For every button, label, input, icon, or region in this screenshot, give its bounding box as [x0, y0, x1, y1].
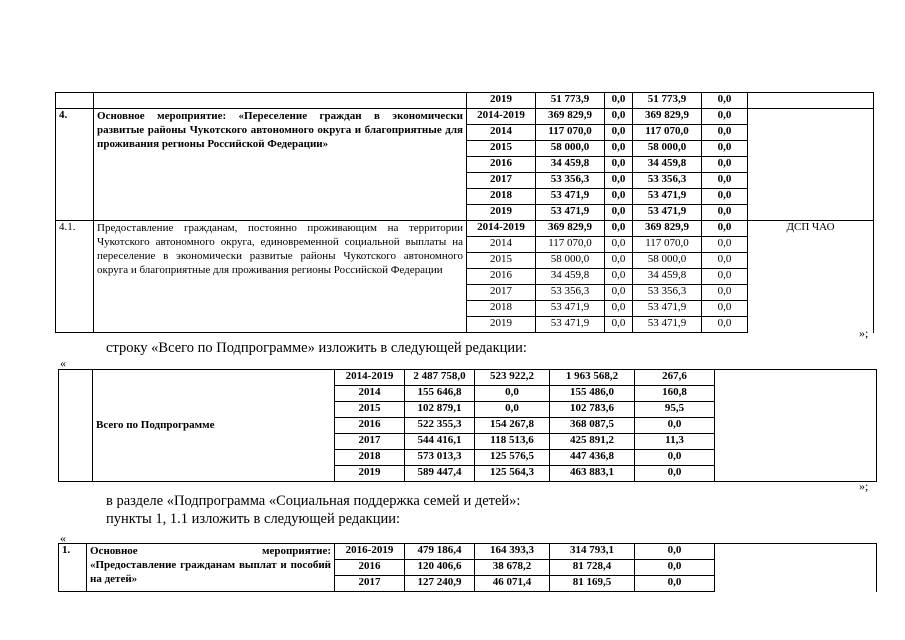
local-cell: 160,8 [635, 386, 715, 402]
federal-cell: 164 393,3 [475, 544, 550, 560]
federal-cell: 0,0 [605, 141, 633, 157]
local-cell: 0,0 [635, 450, 715, 466]
local-cell: 0,0 [702, 141, 748, 157]
opening-quote: « [60, 356, 66, 370]
local-cell: 0,0 [635, 466, 715, 482]
federal-cell: 0,0 [605, 189, 633, 205]
total-cell: 589 447,4 [405, 466, 475, 482]
table-row [56, 221, 874, 237]
year-cell: 2016 [467, 269, 536, 285]
closing-quote: »; [859, 326, 869, 340]
year-cell: 2016 [335, 418, 405, 434]
okrug-cell: 1 963 568,2 [550, 370, 635, 386]
federal-cell: 118 513,6 [475, 434, 550, 450]
okrug-cell: 34 459,8 [633, 269, 702, 285]
year-cell: 2017 [467, 285, 536, 301]
executor-cell [748, 109, 874, 221]
total-cell: 544 416,1 [405, 434, 475, 450]
total-cell: 53 356,3 [536, 285, 605, 301]
local-cell: 11,3 [635, 434, 715, 450]
instruction-paragraph: пункты 1, 1.1 изложить в следующей редакции: [106, 511, 401, 527]
local-cell: 0,0 [702, 205, 748, 221]
year-cell: 2014 [467, 237, 536, 253]
instruction-paragraph: строку «Всего по Подпрограмме» изложить в следующей редакции: [106, 340, 527, 356]
okrug-cell: 117 070,0 [633, 125, 702, 141]
local-cell: 267,6 [635, 370, 715, 386]
federal-cell: 0,0 [605, 173, 633, 189]
okrug-cell: 81 728,4 [550, 560, 635, 576]
okrug-cell: 53 471,9 [633, 317, 702, 333]
total-cell: 34 459,8 [536, 157, 605, 173]
federal-cell: 523 922,2 [475, 370, 550, 386]
program-table-measure-4 [55, 92, 874, 333]
executor-cell: ДСП ЧАО [748, 221, 874, 333]
okrug-cell: 369 829,9 [633, 109, 702, 125]
local-cell: 0,0 [702, 301, 748, 317]
local-cell: 0,0 [702, 237, 748, 253]
table-row [56, 109, 874, 125]
okrug-cell: 58 000,0 [633, 141, 702, 157]
total-cell: 53 471,9 [536, 317, 605, 333]
local-cell: 0,0 [702, 317, 748, 333]
local-cell: 0,0 [702, 157, 748, 173]
measure-description: Предоставление гражданам, постоянно проживающим на территории Чукотского автономного округа, единовременной социальной выплаты на переселение в экономически развитые районы Чукотского автономного округа и благоприятные для проживания регионы Российской Федерации [94, 221, 467, 333]
table-row [59, 544, 877, 560]
federal-cell: 0,0 [605, 125, 633, 141]
federal-cell: 154 267,8 [475, 418, 550, 434]
blank-cell [715, 370, 877, 482]
year-cell: 2018 [467, 301, 536, 317]
total-cell: 127 240,9 [405, 576, 475, 592]
blank-cell [59, 370, 93, 482]
okrug-cell: 58 000,0 [633, 253, 702, 269]
row-number: 4. [56, 109, 94, 221]
total-cell: 369 829,9 [536, 221, 605, 237]
year-cell: 2018 [335, 450, 405, 466]
local-cell: 0,0 [635, 544, 715, 560]
okrug-cell: 53 356,3 [633, 173, 702, 189]
measure-description: Основное мероприятие: «Переселение граждан в экономически развитые районы Чукотского автономного округа и благоприятные для проживания регионы Российской Федерации» [94, 109, 467, 221]
total-cell: 479 186,4 [405, 544, 475, 560]
year-cell: 2017 [335, 576, 405, 592]
table-row: 2019 51 773,9 0,0 51 773,9 0,0 [56, 93, 874, 109]
total-cell: 117 070,0 [536, 237, 605, 253]
year-cell: 2016 [467, 157, 536, 173]
year-cell: 2014 [335, 386, 405, 402]
okrug-cell: 155 486,0 [550, 386, 635, 402]
table-row [59, 370, 877, 386]
okrug-cell: 314 793,1 [550, 544, 635, 560]
year-cell: 2015 [467, 141, 536, 157]
okrug-cell: 117 070,0 [633, 237, 702, 253]
federal-cell: 0,0 [475, 386, 550, 402]
measure-description [87, 544, 335, 592]
total-cell: 2 487 758,0 [405, 370, 475, 386]
okrug-cell: 102 783,6 [550, 402, 635, 418]
federal-cell: 0,0 [605, 205, 633, 221]
blank-cell [715, 544, 877, 592]
year-cell: 2017 [467, 173, 536, 189]
year-cell: 2019 [335, 466, 405, 482]
okrug-cell: 53 471,9 [633, 205, 702, 221]
okrug-cell: 425 891,2 [550, 434, 635, 450]
okrug-cell: 81 169,5 [550, 576, 635, 592]
desc-word: Основное [90, 545, 138, 557]
total-cell: 522 355,3 [405, 418, 475, 434]
row-number: 4.1. [56, 221, 94, 333]
year-cell: 2018 [467, 189, 536, 205]
federal-cell: 0,0 [605, 269, 633, 285]
year-cell: 2014 [467, 125, 536, 141]
okrug-cell: 53 471,9 [633, 301, 702, 317]
local-cell: 0,0 [702, 221, 748, 237]
total-cell: 58 000,0 [536, 141, 605, 157]
year-cell: 2015 [335, 402, 405, 418]
total-cell: 120 406,6 [405, 560, 475, 576]
federal-cell: 125 564,3 [475, 466, 550, 482]
okrug-cell: 53 356,3 [633, 285, 702, 301]
local-cell: 0,0 [702, 189, 748, 205]
local-cell: 0,0 [702, 253, 748, 269]
subprogram-total-table [58, 369, 877, 482]
federal-cell: 0,0 [605, 253, 633, 269]
local-cell: 0,0 [702, 269, 748, 285]
year-cell: 2016-2019 [335, 544, 405, 560]
federal-cell: 0,0 [605, 237, 633, 253]
desc-word: мероприятие: [261, 545, 331, 557]
family-support-table [58, 543, 877, 592]
okrug-cell: 369 829,9 [633, 221, 702, 237]
total-cell: 117 070,0 [536, 125, 605, 141]
federal-cell: 0,0 [605, 285, 633, 301]
total-cell: 102 879,1 [405, 402, 475, 418]
row-number: 1. [59, 544, 87, 592]
federal-cell: 0,0 [475, 402, 550, 418]
local-cell: 0,0 [702, 125, 748, 141]
total-cell: 573 013,3 [405, 450, 475, 466]
year-cell: 2019 [467, 205, 536, 221]
total-cell: 58 000,0 [536, 253, 605, 269]
total-cell: 53 356,3 [536, 173, 605, 189]
total-cell: 155 646,8 [405, 386, 475, 402]
federal-cell: 38 678,2 [475, 560, 550, 576]
instruction-paragraph: в разделе «Подпрограмма «Социальная поддержка семей и детей»: [106, 493, 521, 509]
federal-cell: 125 576,5 [475, 450, 550, 466]
local-cell: 0,0 [635, 560, 715, 576]
total-cell: 53 471,9 [536, 189, 605, 205]
year-cell: 2014-2019 [335, 370, 405, 386]
subprogram-total-label: Всего по Подпрограмме [93, 370, 335, 482]
year-cell: 2016 [335, 560, 405, 576]
local-cell: 0,0 [635, 576, 715, 592]
federal-cell: 0,0 [605, 157, 633, 173]
total-cell: 369 829,9 [536, 109, 605, 125]
local-cell: 0,0 [702, 285, 748, 301]
opening-quote: « [60, 531, 66, 545]
federal-cell: 0,0 [605, 221, 633, 237]
okrug-cell: 447 436,8 [550, 450, 635, 466]
desc-rest: «Предоставление гражданам выплат и пособий на детей» [90, 559, 331, 585]
year-cell: 2014-2019 [467, 109, 536, 125]
local-cell: 0,0 [702, 109, 748, 125]
okrug-cell: 463 883,1 [550, 466, 635, 482]
local-cell: 95,5 [635, 402, 715, 418]
closing-quote: »; [859, 479, 869, 493]
federal-cell: 0,0 [605, 317, 633, 333]
federal-cell: 0,0 [605, 301, 633, 317]
local-cell: 0,0 [635, 418, 715, 434]
federal-cell: 46 071,4 [475, 576, 550, 592]
okrug-cell: 53 471,9 [633, 189, 702, 205]
okrug-cell: 368 087,5 [550, 418, 635, 434]
total-cell: 53 471,9 [536, 301, 605, 317]
year-cell: 2017 [335, 434, 405, 450]
okrug-cell: 34 459,8 [633, 157, 702, 173]
local-cell: 0,0 [702, 173, 748, 189]
total-cell: 53 471,9 [536, 205, 605, 221]
year-cell: 2019 [467, 317, 536, 333]
federal-cell: 0,0 [605, 109, 633, 125]
year-cell: 2015 [467, 253, 536, 269]
year-cell: 2014-2019 [467, 221, 536, 237]
total-cell: 34 459,8 [536, 269, 605, 285]
